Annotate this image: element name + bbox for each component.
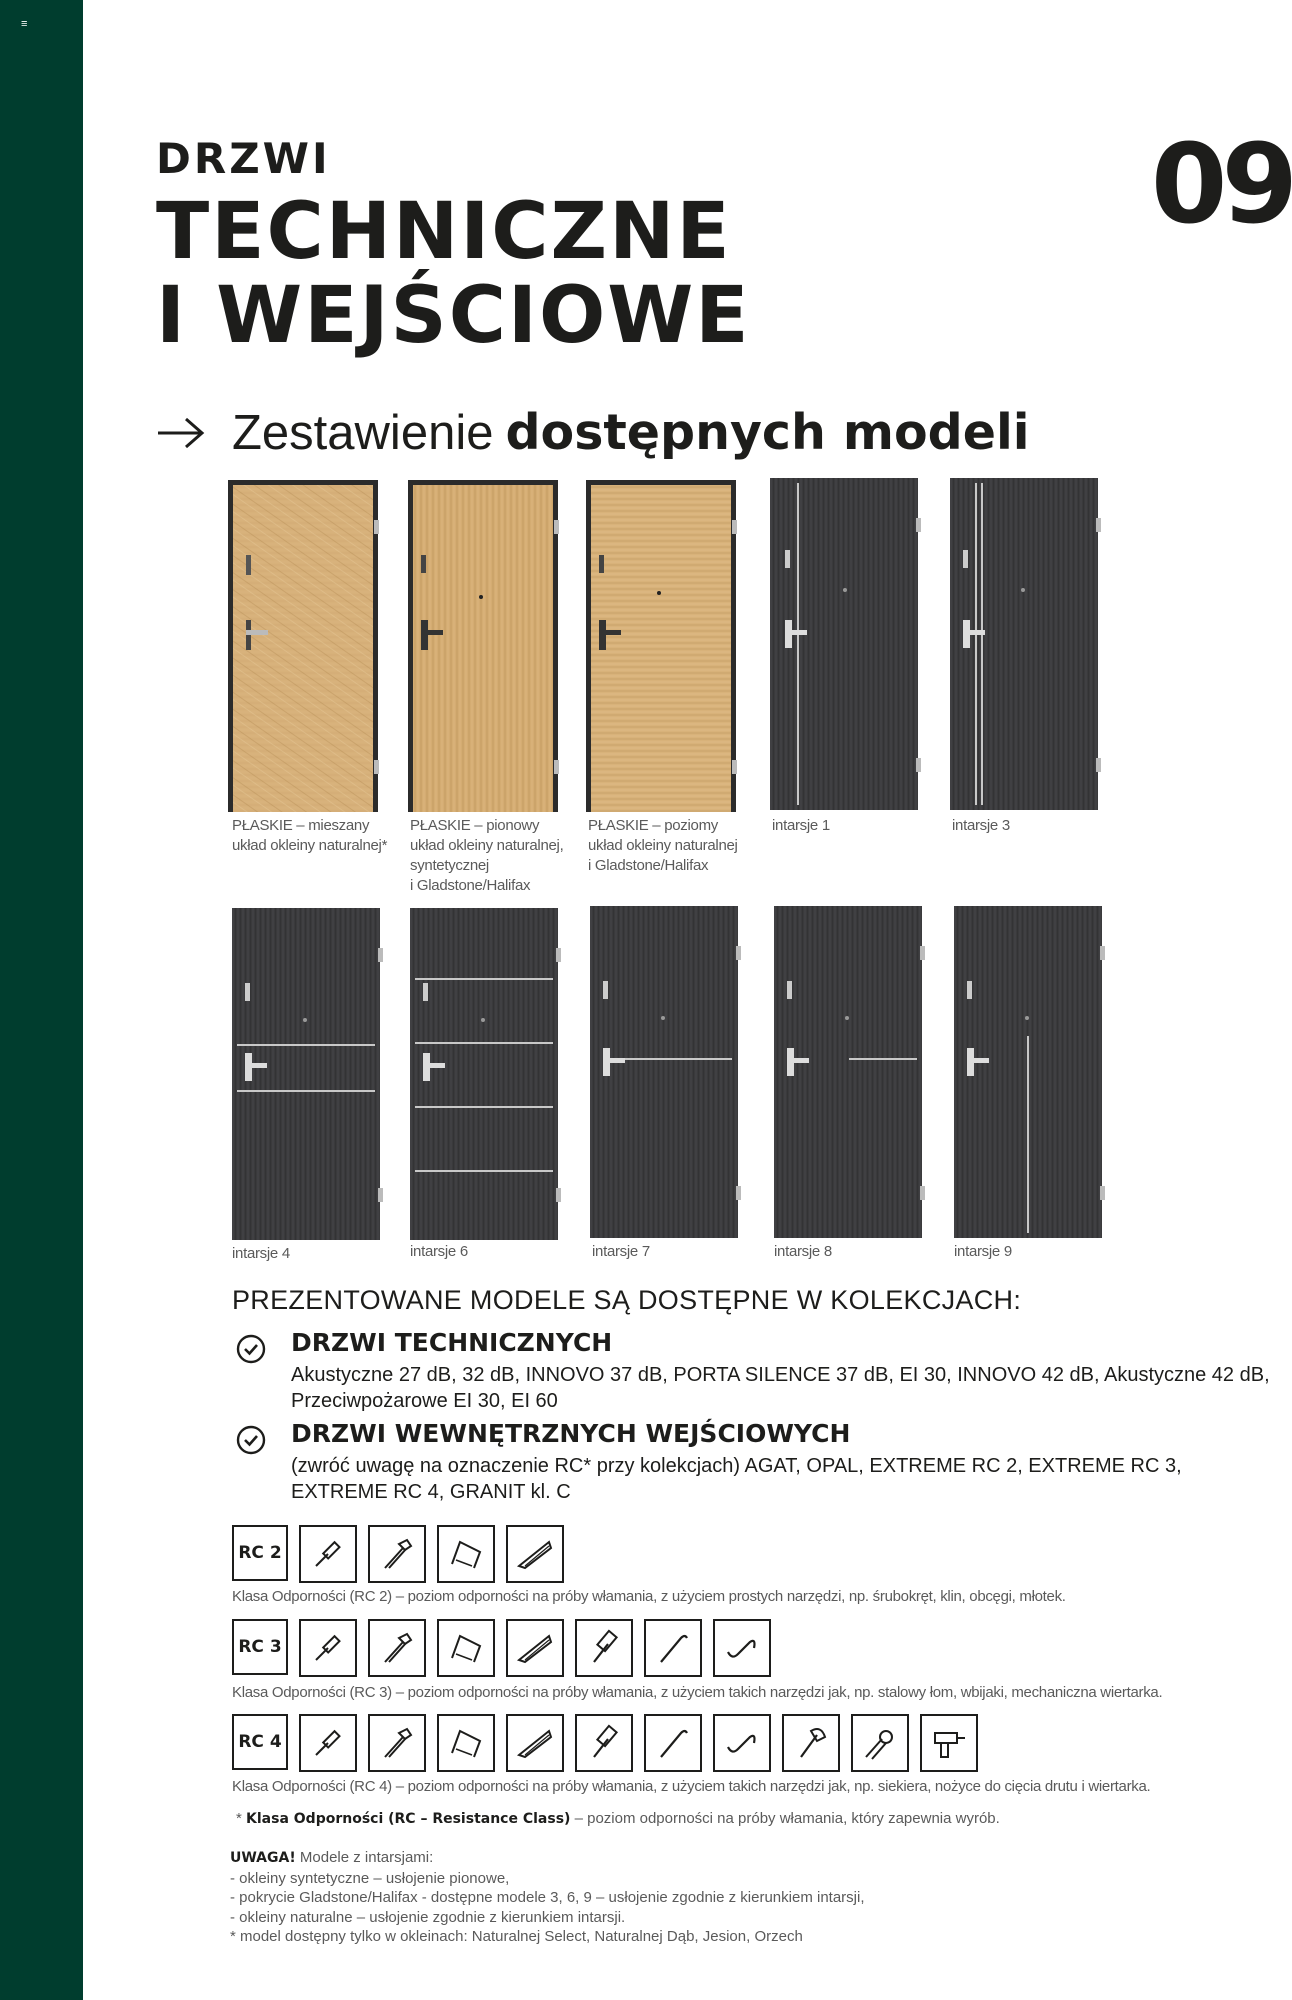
wrench-icon	[368, 1714, 426, 1772]
pry-bar-icon	[713, 1714, 771, 1772]
model-caption: intarsje 3	[952, 817, 1010, 834]
rc-label: RC 4	[232, 1714, 288, 1770]
rc-footnote: * Klasa Odporności (RC – Resistance Class) – poziom odporności na próby włamania, który zapewnia wyrób.	[236, 1810, 1000, 1827]
bolt-cutter-icon	[851, 1714, 909, 1772]
door-intarsje-8	[774, 906, 926, 1238]
sidebar-strip	[0, 0, 83, 2000]
model-caption: intarsje 7	[592, 1243, 650, 1260]
rc-description: Klasa Odporności (RC 4) – poziom odporności na próby włamania, z użyciem takich narzędzi jak, np. siekiera, nożyce do cięcia drutu i wiertarka.	[232, 1778, 1151, 1795]
crowbar-icon	[644, 1619, 702, 1677]
model-caption: intarsje 1	[772, 817, 830, 834]
wrench-icon	[368, 1525, 426, 1583]
axe-icon	[782, 1714, 840, 1772]
model-caption: intarsje 4	[232, 1245, 290, 1262]
chapter-number: 09	[1150, 120, 1292, 248]
saw-icon	[437, 1525, 495, 1583]
rc-description: Klasa Odporności (RC 2) – poziom odporności na próby włamania, z użyciem prostych narzędzi, np. śrubokręt, klin, obcęgi, młotek.	[232, 1588, 1066, 1605]
rc-label: RC 2	[232, 1525, 288, 1581]
subtitle-regular: Zestawienie	[232, 405, 494, 460]
collection-title: DRZWI TECHNICZNYCH	[291, 1328, 613, 1357]
saw-icon	[437, 1619, 495, 1677]
hammer-icon	[575, 1714, 633, 1772]
title-small: DRZWI	[156, 134, 331, 183]
door-intarsje-6	[410, 908, 562, 1240]
rc2-row	[232, 1525, 564, 1583]
door-intarsje-3	[950, 478, 1102, 810]
collection-title: DRZWI WEWNĘTRZNYCH WEJŚCIOWYCH	[291, 1419, 851, 1448]
model-caption: intarsje 9	[954, 1243, 1012, 1260]
crowbar-icon	[644, 1714, 702, 1772]
screwdriver-icon	[299, 1525, 357, 1583]
check-circle-icon	[236, 1425, 266, 1455]
door-plaskie-pionowy	[408, 480, 560, 812]
door-intarsje-1	[770, 478, 922, 810]
rc-description: Klasa Odporności (RC 3) – poziom odporności na próby włamania, z użyciem takich narzędzi jak, np. stalowy łom, wbijaki, mechaniczna wiertarka.	[232, 1684, 1163, 1701]
section-subtitle	[156, 404, 1030, 461]
wedge-icon	[506, 1619, 564, 1677]
model-caption: PŁASKIE – poziomy układ okleiny naturalnej i Gladstone/Halifax	[588, 817, 738, 874]
drill-icon	[920, 1714, 978, 1772]
subtitle-bold: dostępnych modeli	[505, 404, 1030, 461]
menu-icon: ≡	[21, 18, 28, 30]
rc3-row	[232, 1619, 771, 1677]
collection-text: (zwróć uwagę na oznaczenie RC* przy kolekcjach) AGAT, OPAL, EXTREME RC 2, EXTREME RC 3, EXTREME RC 4, GRANIT kl. C	[291, 1455, 1182, 1503]
model-caption: PŁASKIE – pionowy układ okleiny naturalnej, syntetycznej i Gladstone/Halifax	[410, 817, 564, 894]
collections-heading: PREZENTOWANE MODELE SĄ DOSTĘPNE W KOLEKCJACH:	[232, 1285, 1022, 1315]
collection-text: Akustyczne 27 dB, 32 dB, INNOVO 37 dB, PORTA SILENCE 37 dB, EI 30, INNOVO 42 dB, Akustyczne 42 dB, Przeciwpożarowe EI 30, EI 60	[291, 1364, 1270, 1412]
screwdriver-icon	[299, 1714, 357, 1772]
hammer-icon	[575, 1619, 633, 1677]
door-intarsje-7	[590, 906, 742, 1238]
wrench-icon	[368, 1619, 426, 1677]
rc4-row	[232, 1714, 978, 1772]
wedge-icon	[506, 1714, 564, 1772]
title-line-2: I WEJŚCIOWE	[156, 271, 751, 361]
note-line: * model dostępny tylko w okleinach: Naturalnej Select, Naturalnej Dąb, Jesion, Orzech	[230, 1928, 803, 1945]
note-line: - okleiny syntetyczne – usłojenie pionowe,	[230, 1869, 510, 1887]
door-plaskie-poziomy	[586, 480, 738, 812]
note-label: UWAGA!	[230, 1850, 296, 1866]
door-plaskie-mieszany	[228, 480, 380, 812]
door-intarsje-4	[232, 908, 384, 1240]
note-line: - okleiny naturalne – usłojenie zgodnie z kierunkiem intarsji.	[230, 1908, 626, 1926]
saw-icon	[437, 1714, 495, 1772]
pry-bar-icon	[713, 1619, 771, 1677]
rc-label: RC 3	[232, 1619, 288, 1675]
page-title	[156, 187, 751, 361]
door-intarsje-9	[954, 906, 1106, 1238]
screwdriver-icon	[299, 1619, 357, 1677]
model-caption: PŁASKIE – mieszany układ okleiny naturalnej*	[232, 817, 388, 854]
model-caption: intarsje 8	[774, 1243, 832, 1260]
note-block: UWAGA! Modele z intarsjami: - okleiny syntetyczne – usłojenie pionowe, - pokrycie Gladstone/Halifax - dostępne modele 3, 6, 9 – usłojenie zgodnie z kierunkiem intarsji, - okleiny naturalne – usłojenie zgodnie z kierunkiem intarsji. * model dostępny tylko w okleinach: Naturalnej Select, Naturalnej Dąb, Jesion, Orzech	[230, 1849, 865, 1945]
wedge-icon	[506, 1525, 564, 1583]
title-line-1: TECHNICZNE	[156, 187, 732, 277]
model-caption: intarsje 6	[410, 1243, 468, 1260]
arrow-right-icon	[156, 415, 206, 451]
check-circle-icon	[236, 1334, 266, 1364]
note-line: - pokrycie Gladstone/Halifax - dostępne modele 3, 6, 9 – usłojenie zgodnie z kierunkiem intarsji,	[230, 1889, 865, 1906]
